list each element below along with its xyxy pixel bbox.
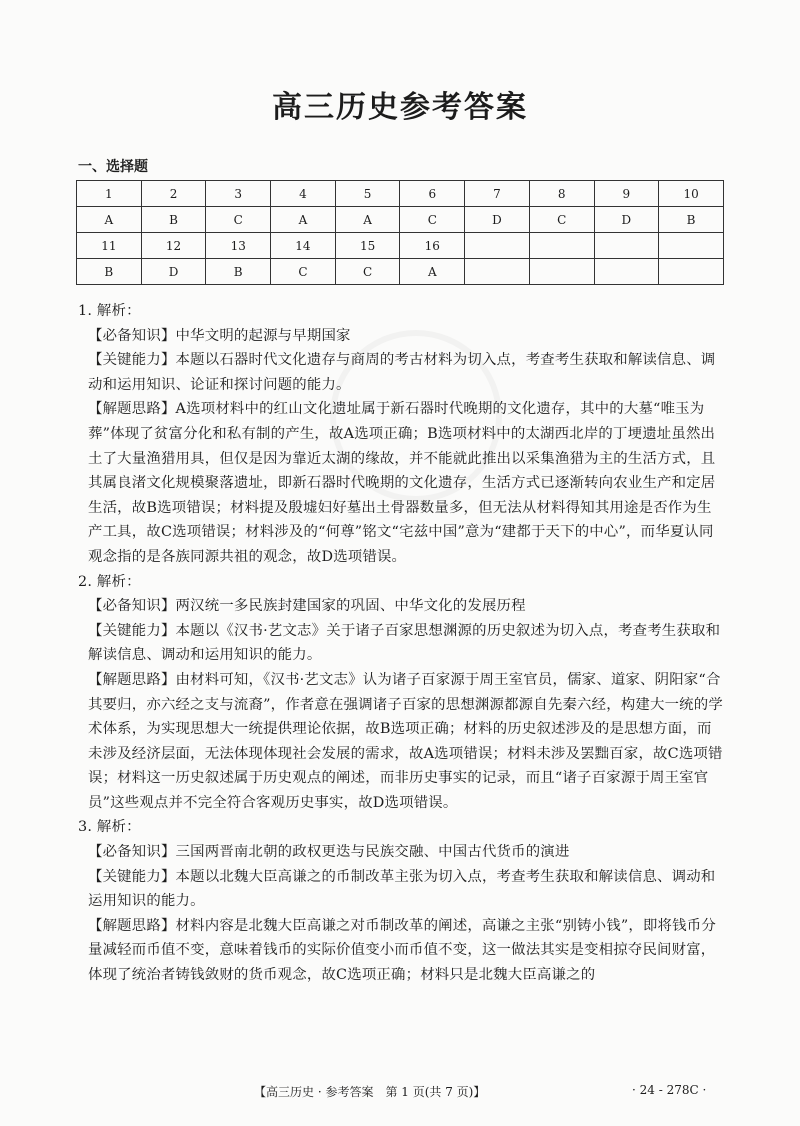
table-cell: 12 — [141, 233, 206, 259]
table-cell: B — [659, 207, 724, 233]
table-cell: D — [141, 259, 206, 285]
section-heading: 一、选择题 — [78, 159, 148, 175]
ability-paragraph: 【关键能力】本题以《汉书·艺文志》关于诸子百家思想渊源的历史叙述为切入点，考查考生获取和解读信息、调动和运用知识的能力。 — [88, 622, 721, 664]
table-cell: 2 — [141, 181, 206, 207]
ability-paragraph: 【关键能力】本题以北魏大臣高谦之的币制改革主张为切入点，考查考生获取和解读信息、调动和运用知识的能力。 — [88, 868, 716, 910]
table-row — [77, 233, 724, 259]
table-cell — [594, 259, 659, 285]
table-cell: 10 — [659, 181, 724, 207]
footer-code: · 24 - 278C · — [632, 1083, 707, 1097]
page-footer — [0, 1083, 800, 1103]
table-cell: C — [206, 207, 271, 233]
table-cell: C — [335, 259, 400, 285]
table-cell: C — [271, 259, 336, 285]
table-cell: 14 — [271, 233, 336, 259]
table-cell — [529, 259, 594, 285]
table-cell: 13 — [206, 233, 271, 259]
table-cell: A — [77, 207, 142, 233]
table-cell: 9 — [594, 181, 659, 207]
reasoning-paragraph: 【解题思路】A选项材料中的红山文化遗址属于新石器时代晚期的文化遗存，其中的大墓“唯玉为葬”体现了贫富分化和私有制的产生，故A选项正确；B选项材料中的太湖西北岸的丁埂遗址虽然出土了大量渔猎用具，但仅是因为靠近太湖的缘故，并不能就此推出以采集渔猎为主的生活方式，且其属良渚文化规模聚落遗址，即新石器时代晚期的文化遗存，生活方式已逐渐转向农业生产和定居生活，故B选项错误；材料提及殷墟妇好墓出土骨器数量多，但无法从材料得知其用途是否作为生产工具，故C选项错误；材料涉及的“何尊”铭文“宅兹中国”意为“建都于天下的中心”，而华夏认同观念指的是各族同源共祖的观念，故D选项错误。 — [88, 401, 716, 565]
question-block — [78, 299, 726, 570]
table-cell: 5 — [335, 181, 400, 207]
table-cell: 3 — [206, 181, 271, 207]
table-cell: A — [400, 259, 465, 285]
table-cell: D — [594, 207, 659, 233]
table-cell — [465, 233, 530, 259]
table-cell — [529, 233, 594, 259]
table-cell: 16 — [400, 233, 465, 259]
reasoning-paragraph: 【解题思路】由材料可知，《汉书·艺文志》认为诸子百家源于周王室官员，儒家、道家、阴阳家“合其要归，亦六经之支与流裔”，作者意在强调诸子百家的思想渊源都源自先秦六经，构建大一统的学术体系，为实现思想大一统提供理论依据，故B选项正确；材料的历史叙述涉及的是思想方面，而未涉及经济层面，无法体现体现社会发展的需求，故A选项错误；材料未涉及罢黜百家，故C选项错误；材料这一历史叙述属于历史观点的阐述，而非历史事实的记录，而且“诸子百家源于周王室官员”这些观点并不完全符合客观历史事实，故D选项错误。 — [88, 671, 723, 811]
knowledge-paragraph: 【必备知识】中华文明的起源与早期国家 — [88, 327, 351, 344]
table-cell — [659, 233, 724, 259]
knowledge-paragraph: 【必备知识】三国两晋南北朝的政权更迭与民族交融、中国古代货币的演进 — [88, 844, 570, 861]
table-cell — [465, 259, 530, 285]
ability-paragraph: 【关键能力】本题以石器时代文化遗存与商周的考古材料为切入点，考查考生获取和解读信息、调动和运用知识、论证和探讨问题的能力。 — [88, 352, 716, 393]
question-label: 3. 解析： — [78, 819, 141, 836]
question-block — [78, 570, 726, 816]
question-label: 2. 解析： — [78, 573, 141, 590]
table-row — [77, 259, 724, 285]
explanations — [78, 299, 726, 988]
table-cell: B — [206, 259, 271, 285]
table-cell: 7 — [465, 181, 530, 207]
footer-page-info: 【高三历史 · 参考答案 第 1 页(共 7 页)】 — [254, 1085, 486, 1099]
table-cell: B — [77, 259, 142, 285]
table-cell — [659, 259, 724, 285]
page-title: 高三历史参考答案 — [272, 90, 528, 125]
table-cell: C — [400, 207, 465, 233]
table-cell: A — [271, 207, 336, 233]
table-cell: 4 — [271, 181, 336, 207]
question-block — [78, 815, 726, 987]
table-cell: 6 — [400, 181, 465, 207]
table-row — [77, 207, 724, 233]
reasoning-paragraph: 【解题思路】材料内容是北魏大臣高谦之对币制改革的阐述，高谦之主张“别铸小钱”，即将钱币分量减轻而币值不变，意味着钱币的实际价值变小而币值不变，这一做法其实是变相掠夺民间财富，体现了统治者铸钱敛财的货币观念，故C选项正确；材料只是北魏大臣高谦之的 — [88, 917, 716, 984]
answer-table — [76, 180, 724, 285]
table-cell: 11 — [77, 233, 142, 259]
table-cell: 1 — [77, 181, 142, 207]
table-row — [77, 181, 724, 207]
table-cell — [594, 233, 659, 259]
knowledge-paragraph: 【必备知识】两汉统一多民族封建国家的巩固、中华文化的发展历程 — [88, 598, 526, 615]
question-label: 1. 解析： — [78, 303, 141, 319]
table-cell: D — [465, 207, 530, 233]
table-cell: 15 — [335, 233, 400, 259]
table-cell: A — [335, 207, 400, 233]
table-cell: B — [141, 207, 206, 233]
table-cell: C — [529, 207, 594, 233]
table-cell: 8 — [529, 181, 594, 207]
